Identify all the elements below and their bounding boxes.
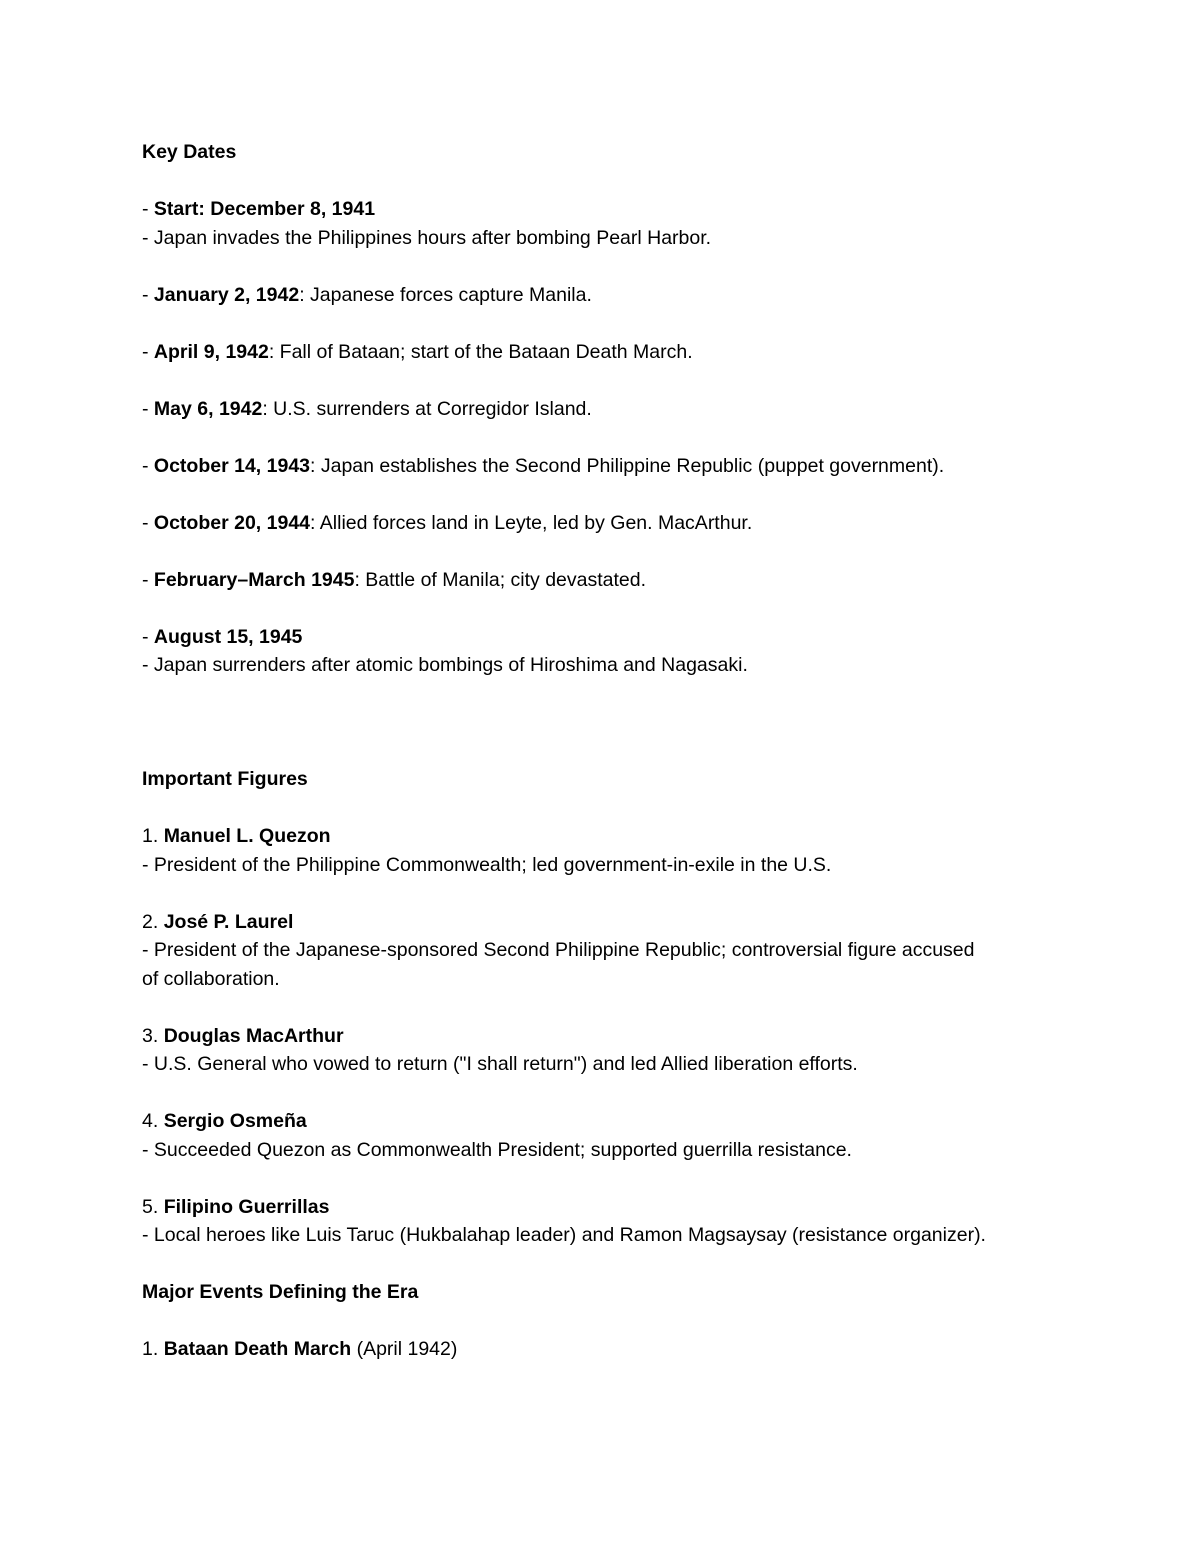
key-date-end-detail: - Japan surrenders after atomic bombings of Hiroshima and Nagasaki. — [142, 654, 748, 676]
bullet-prefix: - — [142, 568, 154, 591]
major-events-heading: Major Events Defining the Era — [142, 1281, 419, 1303]
key-date-text: : Battle of Manila; city devastated. — [354, 568, 647, 591]
key-date-item — [142, 281, 1042, 310]
figure-item — [142, 908, 1042, 937]
figure-desc: - U.S. General who vowed to return ("I shall return") and led Allied liberation efforts. — [142, 1053, 858, 1075]
bullet-prefix: - — [142, 511, 154, 534]
figure-number: 3. — [142, 1024, 164, 1047]
document-page — [142, 138, 1042, 1364]
bullet-prefix: - — [142, 454, 154, 477]
figure-item — [142, 1193, 1042, 1222]
key-date-start — [142, 195, 1042, 224]
figure-item — [142, 1022, 1042, 1051]
key-date-text: : Japanese forces capture Manila. — [299, 283, 592, 306]
bullet-prefix: - — [142, 397, 154, 420]
event-item — [142, 1335, 1042, 1364]
key-date-start-detail: - Japan invades the Philippines hours after bombing Pearl Harbor. — [142, 226, 712, 249]
bullet-prefix: - — [142, 198, 154, 220]
key-date-item — [142, 338, 1042, 367]
figure-name: José P. Laurel — [163, 910, 294, 933]
key-date-date: May 6, 1942 — [153, 397, 263, 420]
key-date-item — [142, 452, 1042, 481]
bullet-prefix: - — [142, 340, 154, 363]
figure-name: Filipino Guerrillas — [163, 1195, 330, 1218]
key-date-date: October 14, 1943 — [153, 454, 311, 477]
figure-name: Sergio Osmeña — [163, 1110, 307, 1132]
key-date-item — [142, 395, 1042, 424]
figure-desc: - Local heroes like Luis Taruc (Hukbalahap leader) and Ramon Magsaysay (resistance organizer). — [142, 1224, 986, 1246]
key-date-text: : Japan establishes the Second Philippine Republic (puppet government). — [310, 454, 945, 477]
key-date-date: April 9, 1942 — [153, 340, 269, 363]
key-date-item — [142, 509, 1042, 538]
key-date-date: October 20, 1944 — [153, 511, 311, 534]
figure-number: 5. — [142, 1195, 164, 1218]
figure-number: 4. — [142, 1110, 164, 1132]
key-date-end-label: August 15, 1945 — [153, 625, 303, 648]
event-detail: (April 1942) — [351, 1338, 458, 1360]
key-date-date: February–March 1945 — [153, 568, 355, 591]
figure-number: 1. — [142, 825, 164, 847]
figure-desc: - President of the Japanese-sponsored Second Philippine Republic; controversial figure accused of collaboration. — [142, 939, 975, 990]
key-date-text: : Fall of Bataan; start of the Bataan Death March. — [268, 340, 693, 363]
figure-name: Douglas MacArthur — [163, 1024, 344, 1047]
important-figures-heading: Important Figures — [142, 768, 308, 790]
key-dates-heading: Key Dates — [142, 141, 237, 163]
event-name: Bataan Death March — [163, 1338, 352, 1360]
figure-desc: - President of the Philippine Commonwealth; led government-in-exile in the U.S. — [142, 853, 832, 876]
figure-number: 2. — [142, 910, 164, 933]
key-date-text: : Allied forces land in Leyte, led by Gen. MacArthur. — [310, 511, 753, 534]
key-date-date: January 2, 1942 — [153, 283, 300, 306]
bullet-prefix: - — [142, 625, 154, 648]
figure-item — [142, 822, 1042, 851]
figure-desc: - Succeeded Quezon as Commonwealth President; supported guerrilla resistance. — [142, 1138, 852, 1161]
key-date-end — [142, 623, 1042, 652]
figure-item — [142, 1107, 1042, 1136]
key-date-text: : U.S. surrenders at Corregidor Island. — [262, 397, 592, 420]
figure-name: Manuel L. Quezon — [163, 825, 331, 847]
key-date-start-label: Start: December 8, 1941 — [153, 198, 376, 220]
key-date-item — [142, 566, 1042, 595]
event-number: 1. — [142, 1338, 164, 1360]
bullet-prefix: - — [142, 283, 154, 306]
